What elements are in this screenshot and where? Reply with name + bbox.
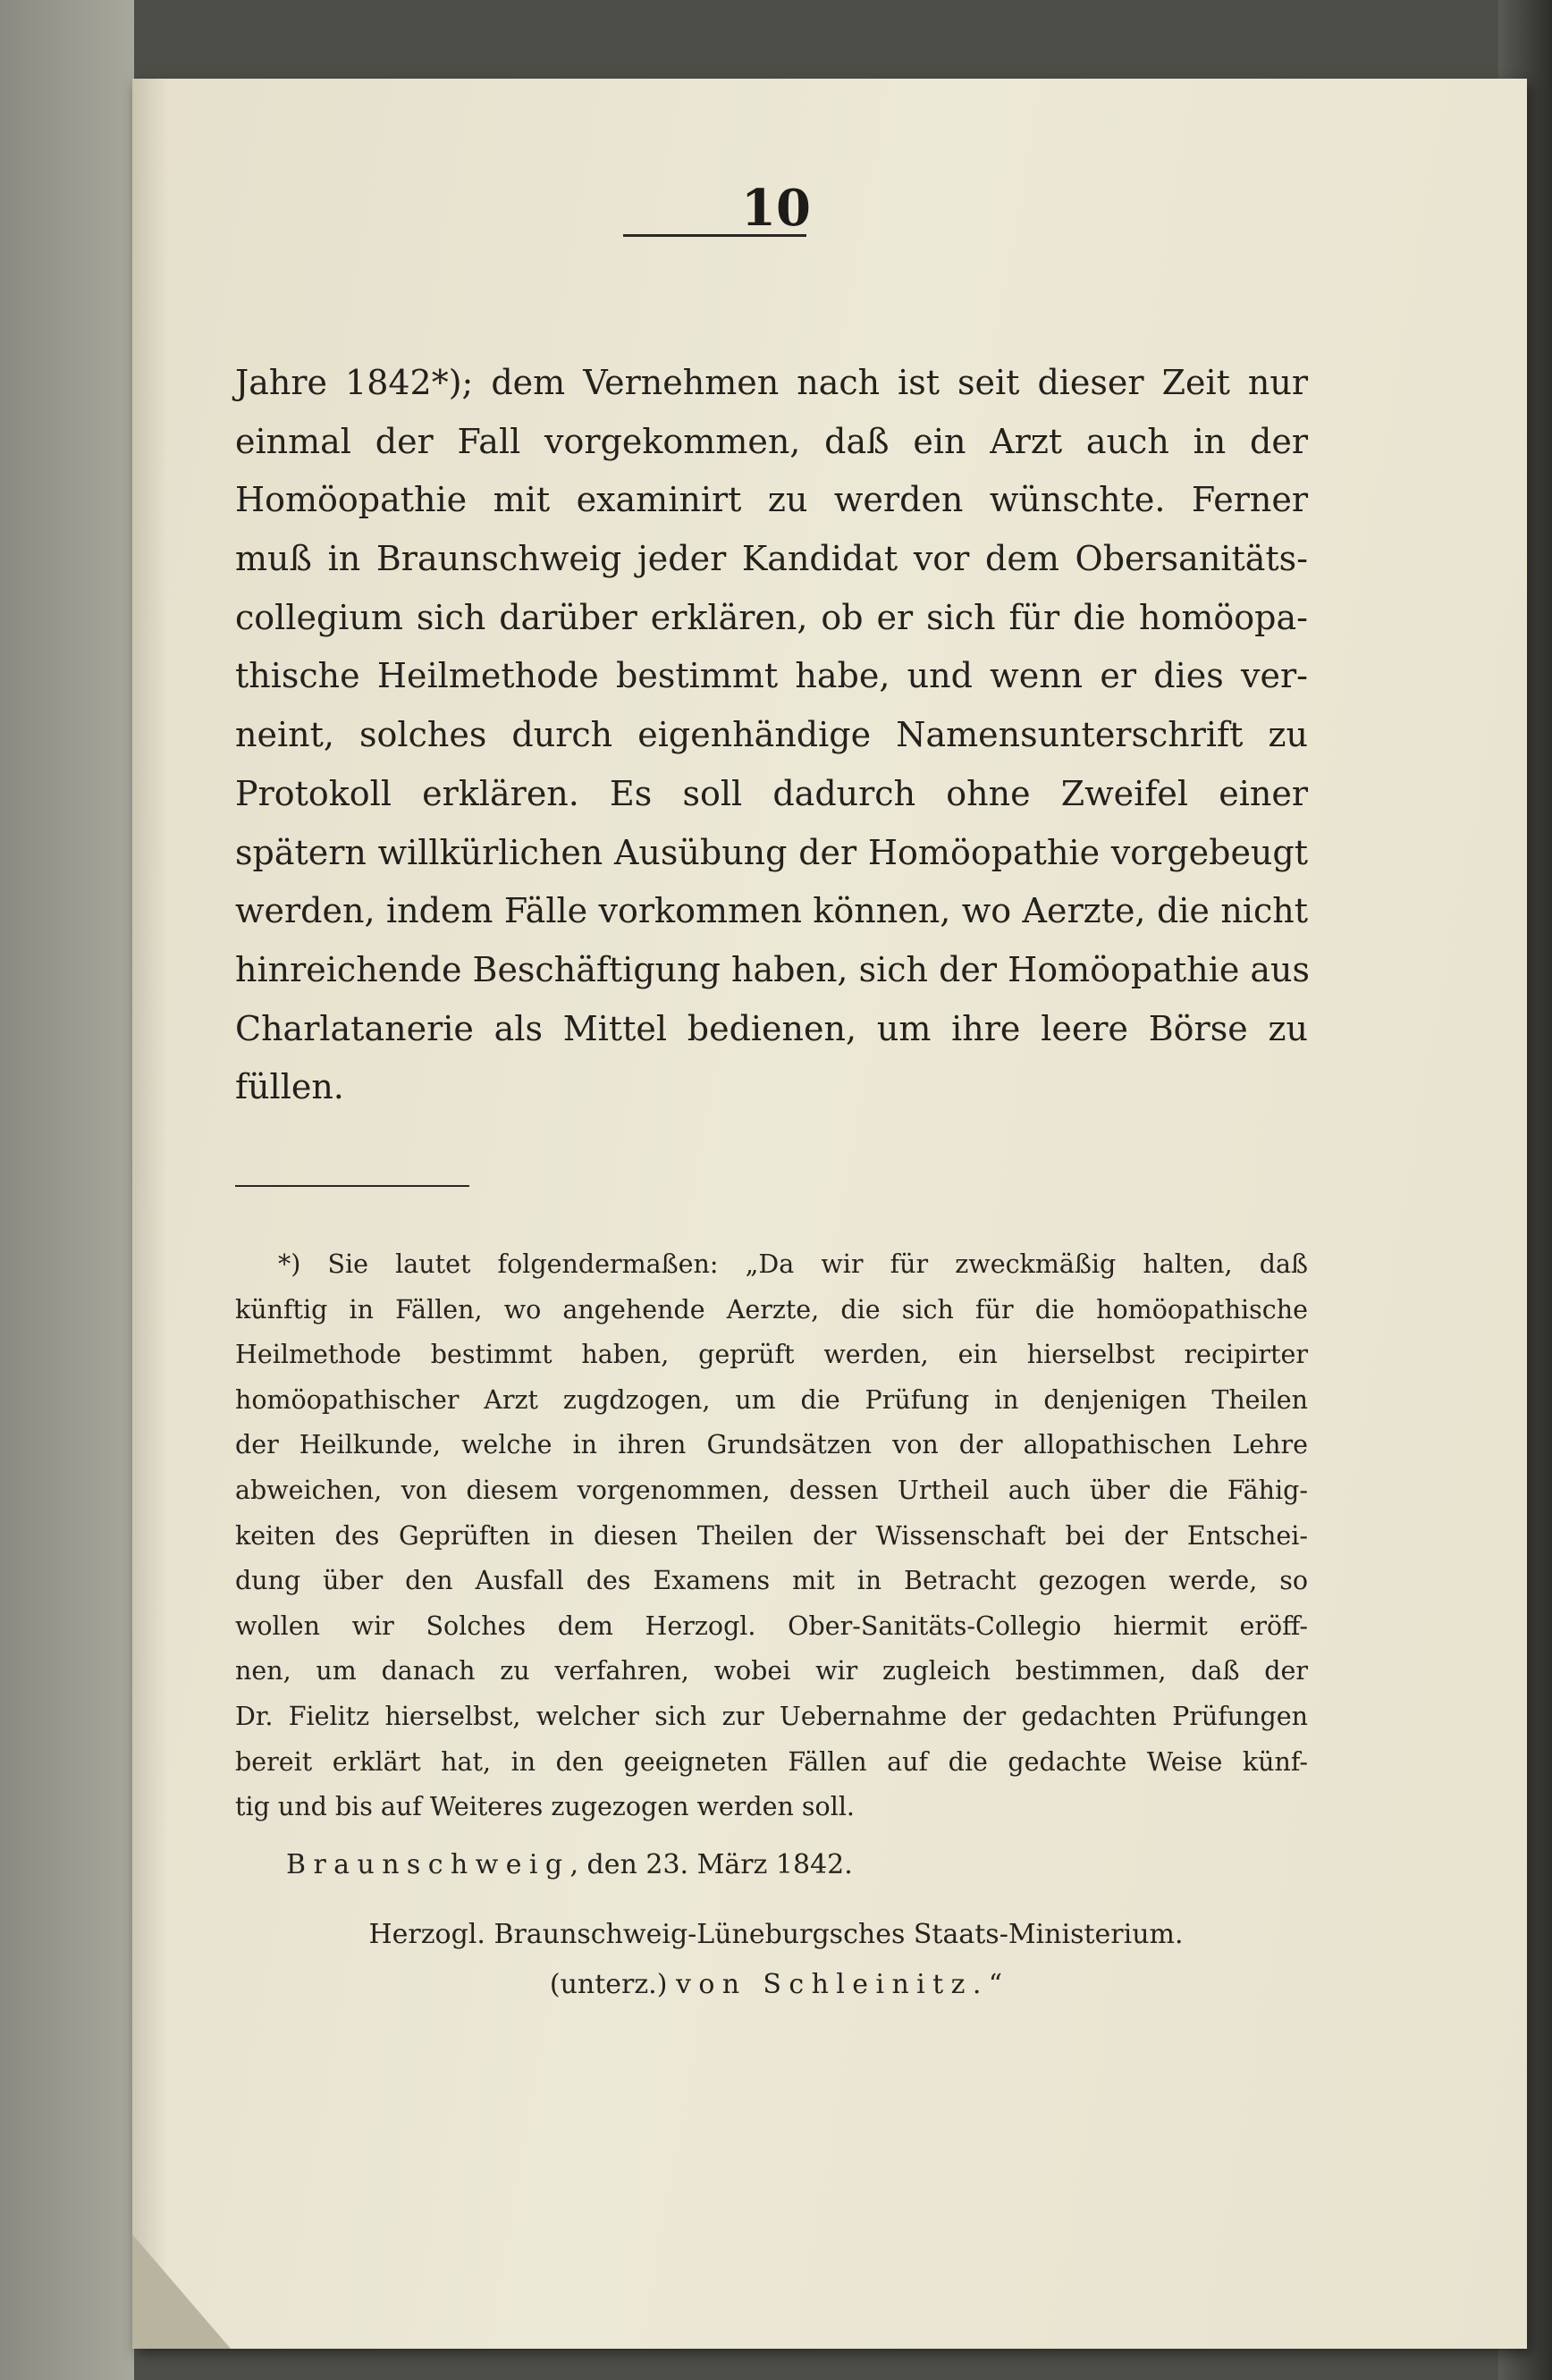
main-text-line: Charlatanerie als Mittel bedienen, um ihre leere Börse zu: [235, 1008, 1308, 1048]
footnote-line: keiten des Geprüften in diesen Theilen der Wissenschaft bei der Entschei-: [235, 1520, 1308, 1551]
footnote-signature: [0, 1963, 1552, 2007]
footnote-line: dung über den Ausfall des Examens mit in Betracht gezogen werde, so: [235, 1566, 1308, 1596]
footnote-rule: [235, 1185, 469, 1187]
footnote: [235, 1242, 1308, 1830]
main-text-line: muß in Braunschweig jeder Kandidat vor dem Obersanitäts-: [235, 539, 1308, 579]
main-text-line: collegium sich darüber erklären, ob er sich für die homöopa-: [235, 597, 1308, 637]
place-date: , den 23. März 1842.: [569, 1849, 853, 1880]
page-number: 10: [741, 179, 811, 238]
main-text-line: Jahre 1842*); dem Vernehmen nach ist seit dieser Zeit nur: [235, 363, 1308, 402]
main-text-line: thische Heilmethode bestimmt habe, und wenn er dies ver-: [235, 656, 1308, 696]
scan-backdrop-left: [0, 0, 134, 2380]
footnote-line: Heilmethode bestimmt haben, geprüft werden, ein hierselbst recipirter: [235, 1340, 1308, 1370]
main-text-line: Protokoll erklären. Es soll dadurch ohne Zweifel einer: [235, 773, 1308, 813]
signed-name: von Schleinitz.: [675, 1969, 989, 2000]
signed-prefix: (unterz.): [549, 1969, 668, 2000]
main-text-line: hinreichende Beschäftigung haben, sich der Homöopathie aus: [235, 949, 1311, 989]
footnote-line: *) Sie lautet folgendermaßen: „Da wir für zweckmäßig halten, daß: [278, 1249, 1308, 1279]
closing-quote: “: [988, 1969, 1003, 2000]
main-text-line: Homöopathie mit examinirt zu werden wünschte. Ferner: [235, 480, 1308, 520]
main-text-line: spätern willkürlichen Ausübung der Homöopathie vorgebeugt: [235, 832, 1308, 872]
main-text-line: neint, solches durch eigenhändige Namensunterschrift zu: [235, 715, 1308, 755]
page-corner-fold: [132, 2234, 231, 2349]
footnote-line: wollen wir Solches dem Herzogl. Ober-Sanitäts-Collegio hiermit eröff-: [235, 1610, 1308, 1641]
footnote-ministry: Herzogl. Braunschweig-Lüneburgsches Staats-Ministerium.: [368, 1919, 1184, 1950]
footnote-line: der Heilkunde, welche in ihren Grundsätzen von der allopathischen Lehre: [235, 1430, 1308, 1460]
main-text-line: füllen.: [235, 1067, 344, 1107]
footnote-line: homöopathischer Arzt zugdzogen, um die Prüfung in denjenigen Theilen: [235, 1384, 1308, 1415]
footnote-line: abweichen, von diesem vorgenommen, dessen Urtheil auch über die Fähig-: [235, 1475, 1308, 1505]
footnote-line: Dr. Fielitz hierselbst, welcher sich zur Uebernahme der gedachten Prüfungen: [235, 1701, 1308, 1731]
footnote-line: nen, um danach zu verfahren, wobei wir zugleich bestimmen, daß der: [235, 1656, 1308, 1686]
main-text-line: werden, indem Fälle vorkommen können, wo Aerzte, die nicht: [235, 891, 1308, 931]
footnote-line: tig und bis auf Weiteres zugezogen werden soll.: [235, 1792, 855, 1822]
footnote-line: bereit erklärt hat, in den geeigneten Fällen auf die gedachte Weise künf-: [235, 1746, 1308, 1777]
place-city: Braunschweig: [286, 1849, 570, 1880]
page-gutter-shadow: [132, 79, 168, 2349]
main-text: [235, 354, 1311, 1117]
main-text-line: einmal der Fall vorgekommen, daß ein Arzt auch in der: [235, 421, 1308, 461]
footnote-line: künftig in Fällen, wo angehende Aerzte, die sich für die homöopathische: [235, 1294, 1308, 1325]
page-number-rule: [623, 234, 806, 237]
footnote-place-date: [286, 1843, 1305, 1888]
